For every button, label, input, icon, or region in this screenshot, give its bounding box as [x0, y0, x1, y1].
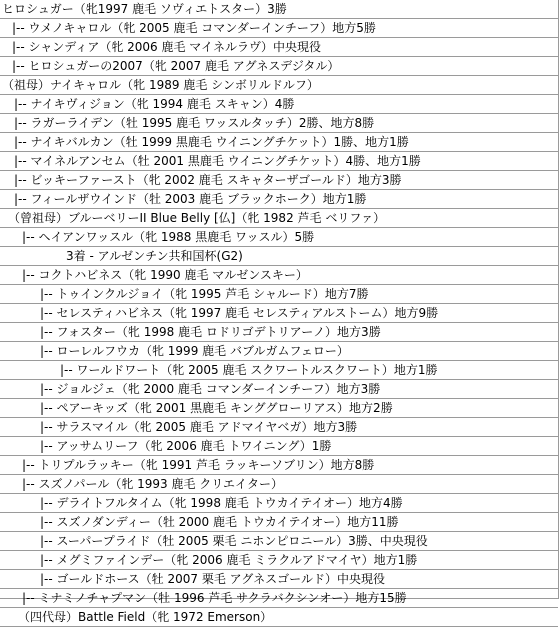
list-item: [0, 266, 558, 285]
list-item: [0, 361, 558, 380]
list-item: [0, 38, 558, 57]
entry-text: |-- ジョルジェ（牝 2000 鹿毛 コマンダーインチーフ）地方3勝: [40, 382, 381, 396]
list-item: [0, 95, 558, 114]
list-item: [0, 57, 558, 76]
list-item: [0, 114, 558, 133]
list-item: [0, 608, 558, 627]
entry-text: |-- マイネルアンセム（牡 2001 黒鹿毛 ウイニングチケット）4勝、地方1勝: [14, 154, 421, 168]
list-item: [0, 456, 558, 475]
entry-text: |-- ゴールドホース（牡 2007 栗毛 アグネスゴールド）中央現役: [40, 572, 385, 586]
list-item: [0, 285, 558, 304]
entry-text: （四代母）Battle Field（牝 1972 Emerson）: [18, 610, 273, 624]
entry-text: ヒロシュガー（牝1997 鹿毛 ソヴィエトスター）3勝: [2, 2, 287, 16]
list-item: [0, 532, 558, 551]
entry-text: |-- ビッキーファースト（牝 2002 鹿毛 スキャターザゴールド）地方3勝: [14, 173, 402, 187]
entry-text: |-- ナイキバルカン（牡 1999 黒鹿毛 ウイニングチケット）1勝、地方1勝: [14, 135, 409, 149]
entry-text: |-- スズノパール（牝 1993 鹿毛 クリエイター）: [22, 477, 284, 491]
entry-text: |-- ヒロシュガーの2007（牝 2007 鹿毛 アグネスデジタル）: [12, 59, 340, 73]
list-item: [0, 380, 558, 399]
list-item: [0, 418, 558, 437]
entry-text: |-- ローレルフウカ（牝 1999 鹿毛 バブルガムフェロー）: [40, 344, 349, 358]
entry-text: |-- トリプルラッキー（牝 1991 芦毛 ラッキーソブリン）地方8勝: [22, 458, 375, 472]
entry-text: |-- ヘイアンワッスル（牝 1988 黒鹿毛 ワッスル）5勝: [22, 230, 315, 244]
entry-text: |-- ナイキヴィジョン（牝 1994 鹿毛 スキャン）4勝: [14, 97, 295, 111]
list-item: [0, 209, 558, 228]
list-item: [0, 437, 558, 456]
entry-text: |-- トゥインクルジョイ（牝 1995 芦毛 シャルード）地方7勝: [40, 287, 369, 301]
entry-text: |-- デライトフルタイム（牝 1998 鹿毛 トウカイテイオー）地方4勝: [40, 496, 403, 510]
list-item: [0, 0, 558, 19]
entry-text: |-- サラスマイル（牝 2005 鹿毛 アドマイヤベガ）地方3勝: [40, 420, 358, 434]
list-item: [0, 19, 558, 38]
list-item: [0, 76, 558, 95]
list-item: [0, 190, 558, 209]
entry-text: |-- ラガーライデン（牡 1995 鹿毛 ワッスルタッチ）2勝、地方8勝: [14, 116, 375, 130]
list-item: [0, 133, 558, 152]
entry-text: |-- ペアーキッズ（牝 2001 黒鹿毛 キンググローリアス）地方2勝: [40, 401, 393, 415]
list-item: [0, 304, 558, 323]
list-item: [0, 323, 558, 342]
entry-text: |-- アッサムリーフ（牝 2006 鹿毛 トワイニング）1勝: [40, 439, 332, 453]
list-item: [0, 475, 558, 494]
entry-text: 3着 - アルゼンチン共和国杯(G2): [66, 249, 243, 263]
list-item: [0, 171, 558, 190]
list-item: [0, 570, 558, 589]
entry-text: |-- ミナミノチャプマン（牡 1996 芦毛 サクラバクシンオー）地方15勝: [22, 591, 407, 605]
list-item: [0, 551, 558, 570]
list-item: [0, 228, 558, 247]
list-item: [0, 342, 558, 361]
list-item: [0, 513, 558, 532]
list-item: [0, 399, 558, 418]
entry-text: |-- フォスター（牝 1998 鹿毛 ロドリゴデトリアーノ）地方3勝: [40, 325, 381, 339]
entry-text: |-- スズノダンディー（牡 2000 鹿毛 トウカイテイオー）地方11勝: [40, 515, 399, 529]
entry-text: |-- ワールドワート（牝 2005 鹿毛 スクワートルスクワート）地方1勝: [60, 363, 438, 377]
entry-text: |-- スーパープライド（牡 2005 栗毛 ニホンピロニール）3勝、中央現役: [40, 534, 428, 548]
entry-text: |-- コクトハビネス（牝 1990 鹿毛 マルゼンスキー）: [22, 268, 308, 282]
entry-text: |-- フィールザウインド（牡 2003 鹿毛 ブラックホーク）地方1勝: [14, 192, 367, 206]
entry-text: |-- シャンディア（牝 2006 鹿毛 マイネルラヴ）中央現役: [12, 40, 321, 54]
list-item: [0, 494, 558, 513]
entry-text: |-- メグミファインデー（牝 2006 鹿毛 ミラクルアドマイヤ）地方1勝: [40, 553, 418, 567]
list-item: [0, 247, 558, 266]
entry-text: （曾祖母）ブルーベリーII Blue Belly [仏]（牝 1982 芦毛 ベリファ）: [8, 211, 386, 225]
list-item: [0, 152, 558, 171]
entry-text: （祖母）ナイキャロル（牝 1989 鹿毛 シンボリルドルフ）: [2, 78, 319, 92]
entry-text: |-- ウメノキャロル（牝 2005 鹿毛 コマンダーインチーフ）地方5勝: [12, 21, 376, 35]
entry-text: |-- セレスティハビネス（牝 1997 鹿毛 セレスティアルストーム）地方9勝: [40, 306, 439, 320]
